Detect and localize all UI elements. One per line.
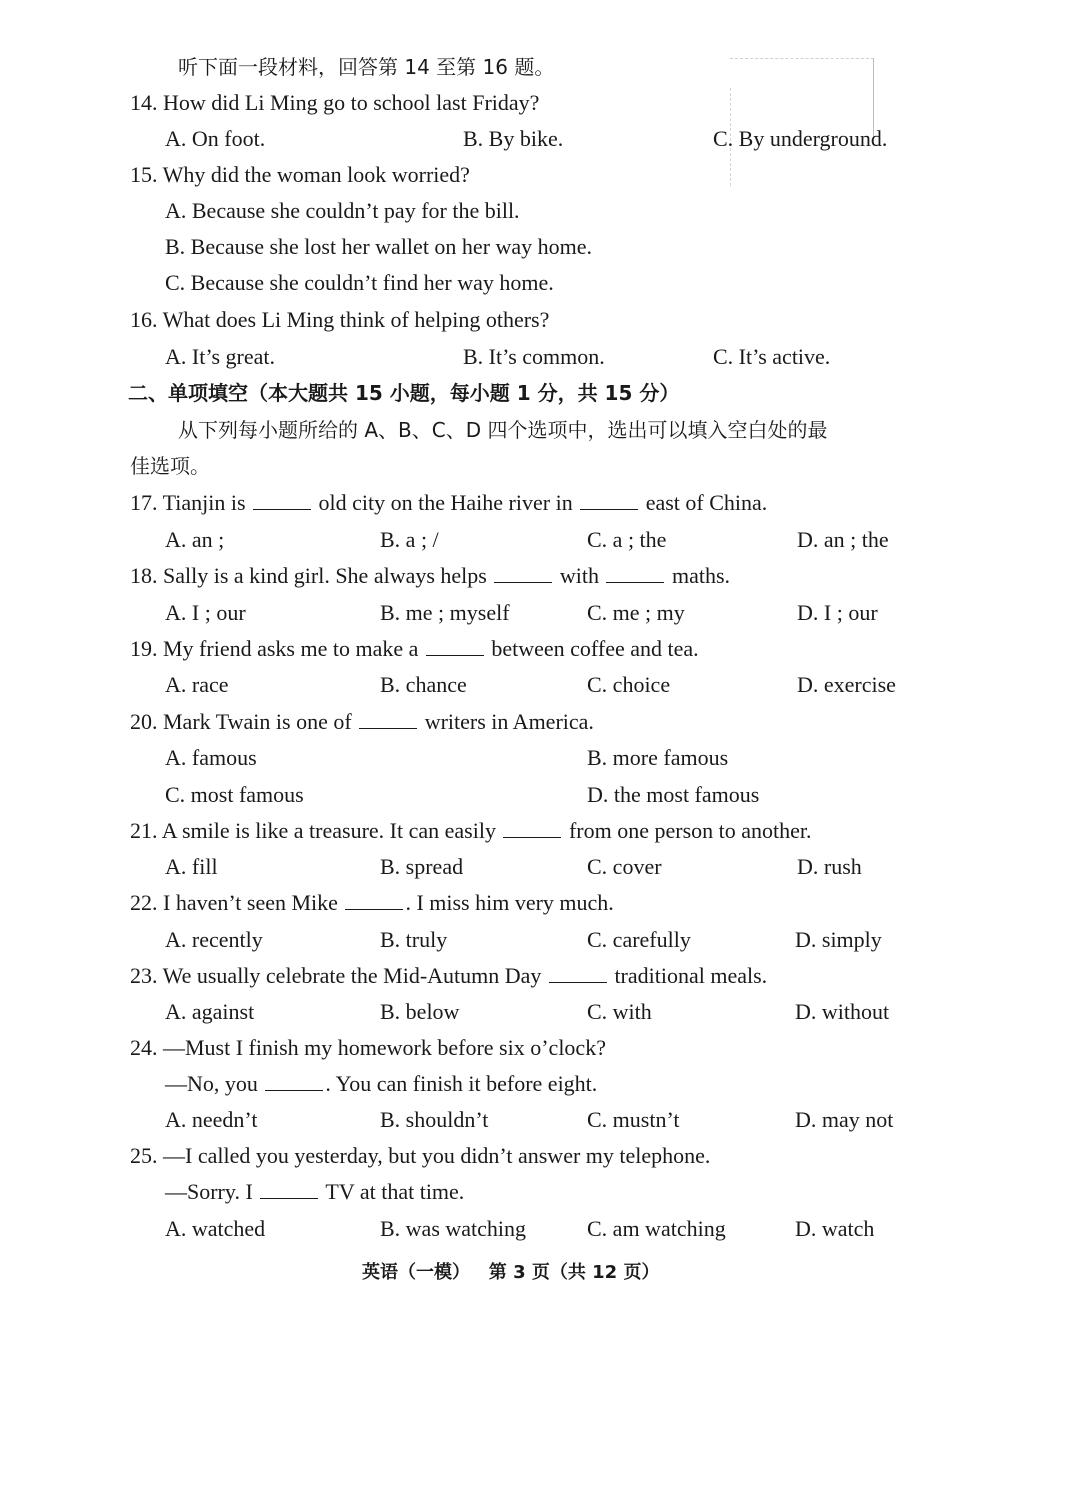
q17-option-a: A. an ;: [165, 527, 225, 552]
q17-text-3: east of China.: [645, 490, 768, 515]
question-25-stem: 25. —I called you yesterday, but you didn’t answer my telephone.: [130, 1143, 711, 1168]
question-25-reply: [165, 1177, 464, 1207]
q15-option-b: B. Because she lost her wallet on her way home.: [165, 234, 593, 259]
q16-option-c: C. It’s active.: [713, 344, 831, 369]
q25-text-1: —Sorry. I: [165, 1179, 253, 1204]
q16-option-a: A. It’s great.: [165, 344, 275, 369]
q15-option-c: C. Because she couldn’t find her way home.: [165, 270, 554, 295]
q17-option-b: B. a ; /: [380, 527, 439, 552]
q25-blank-1[interactable]: [260, 1180, 318, 1199]
section-2-instruction-line-2: 佳选项。: [130, 454, 210, 478]
q18-blank-2[interactable]: [606, 564, 664, 583]
question-18-stem: [130, 561, 730, 591]
question-19-stem: [130, 634, 699, 664]
q17-text-2: old city on the Haihe river in: [318, 490, 573, 515]
q18-option-a: A. I ; our: [165, 600, 246, 625]
q22-text-1: 22. I haven’t seen Mike: [130, 890, 338, 915]
q21-option-d: D. rush: [797, 854, 862, 879]
q24-text-1: —No, you: [165, 1071, 258, 1096]
page-footer: 英语（一模） 第 3 页（共 12 页）: [362, 1262, 660, 1283]
question-21-stem: [130, 816, 812, 846]
q16-option-b: B. It’s common.: [463, 344, 605, 369]
q25-option-b: B. was watching: [380, 1216, 527, 1241]
q25-option-d: D. watch: [795, 1216, 875, 1241]
q19-option-a: A. race: [165, 672, 229, 697]
question-23-stem: [130, 961, 767, 991]
q25-option-a: A. watched: [165, 1216, 266, 1241]
q18-text-2: with: [559, 563, 599, 588]
q14-option-a: A. On foot.: [165, 126, 266, 151]
question-24-reply: [165, 1069, 597, 1099]
q23-option-a: A. against: [165, 999, 255, 1024]
question-15-stem: 15. Why did the woman look worried?: [130, 162, 470, 187]
q22-option-b: B. truly: [380, 927, 448, 952]
scan-box-top-edge: [730, 58, 874, 60]
q19-option-d: D. exercise: [797, 672, 896, 697]
q15-option-a: A. Because she couldn’t pay for the bill.: [165, 198, 520, 223]
q14-option-b: B. By bike.: [463, 126, 564, 151]
q19-option-c: C. choice: [587, 672, 671, 697]
q22-blank-1[interactable]: [345, 891, 403, 910]
question-17-stem: [130, 488, 767, 518]
q19-option-b: B. chance: [380, 672, 467, 697]
q23-text-1: 23. We usually celebrate the Mid-Autumn Day: [130, 963, 542, 988]
question-22-stem: [130, 888, 614, 918]
q21-option-c: C. cover: [587, 854, 662, 879]
q22-option-c: C. carefully: [587, 927, 691, 952]
q21-text-1: 21. A smile is like a treasure. It can easily: [130, 818, 496, 843]
scan-box-mark: [730, 58, 874, 186]
q17-option-d: D. an ; the: [797, 527, 889, 552]
q17-blank-1[interactable]: [253, 491, 311, 510]
q25-text-2: TV at that time.: [325, 1179, 465, 1204]
q24-option-b: B. shouldn’t: [380, 1107, 489, 1132]
q18-text-3: maths.: [671, 563, 731, 588]
section-2-heading: 二、单项填空（本大题共 15 小题，每小题 1 分，共 15 分）: [128, 381, 680, 405]
q20-text-1: 20. Mark Twain is one of: [130, 709, 352, 734]
q18-blank-1[interactable]: [494, 564, 552, 583]
q17-blank-2[interactable]: [580, 491, 638, 510]
q18-option-c: C. me ; my: [587, 600, 685, 625]
question-16-stem: 16. What does Li Ming think of helping others?: [130, 307, 550, 332]
question-20-stem: [130, 707, 594, 737]
q22-option-d: D. simply: [795, 927, 882, 952]
q23-option-b: B. below: [380, 999, 460, 1024]
q21-text-2: from one person to another.: [568, 818, 812, 843]
q23-option-c: C. with: [587, 999, 652, 1024]
q14-option-c: C. By underground.: [713, 126, 888, 151]
q21-option-a: A. fill: [165, 854, 218, 879]
q20-option-b: B. more famous: [587, 745, 729, 770]
q19-text-1: 19. My friend asks me to make a: [130, 636, 419, 661]
q18-text-1: 18. Sally is a kind girl. She always helps: [130, 563, 487, 588]
q23-blank-1[interactable]: [549, 964, 607, 983]
q24-option-a: A. needn’t: [165, 1107, 258, 1132]
q18-option-b: B. me ; myself: [380, 600, 510, 625]
q17-text-1: 17. Tianjin is: [130, 490, 246, 515]
q24-option-c: C. mustn’t: [587, 1107, 680, 1132]
question-14-stem: 14. How did Li Ming go to school last Friday?: [130, 90, 540, 115]
q21-option-b: B. spread: [380, 854, 464, 879]
question-24-stem: 24. —Must I finish my homework before six o’clock?: [130, 1035, 606, 1060]
q22-text-2: . I miss him very much.: [405, 890, 614, 915]
q20-text-2: writers in America.: [424, 709, 594, 734]
q21-blank-1[interactable]: [503, 819, 561, 838]
q19-blank-1[interactable]: [426, 637, 484, 656]
q22-option-a: A. recently: [165, 927, 263, 952]
q23-option-d: D. without: [795, 999, 890, 1024]
q20-blank-1[interactable]: [359, 710, 417, 729]
q25-option-c: C. am watching: [587, 1216, 726, 1241]
q23-text-2: traditional meals.: [614, 963, 768, 988]
section-2-instruction-line-1: 从下列每小题所给的 A、B、C、D 四个选项中，选出可以填入空白处的最: [178, 418, 828, 442]
q20-option-a: A. famous: [165, 745, 257, 770]
q18-option-d: D. I ; our: [797, 600, 878, 625]
q19-text-2: between coffee and tea.: [491, 636, 699, 661]
q20-option-d: D. the most famous: [587, 782, 760, 807]
listening-instruction: 听下面一段材料，回答第 14 至第 16 题。: [178, 55, 555, 79]
q24-blank-1[interactable]: [265, 1072, 323, 1091]
q20-option-c: C. most famous: [165, 782, 304, 807]
q17-option-c: C. a ; the: [587, 527, 667, 552]
q24-text-2: . You can finish it before eight.: [325, 1071, 598, 1096]
q24-option-d: D. may not: [795, 1107, 894, 1132]
